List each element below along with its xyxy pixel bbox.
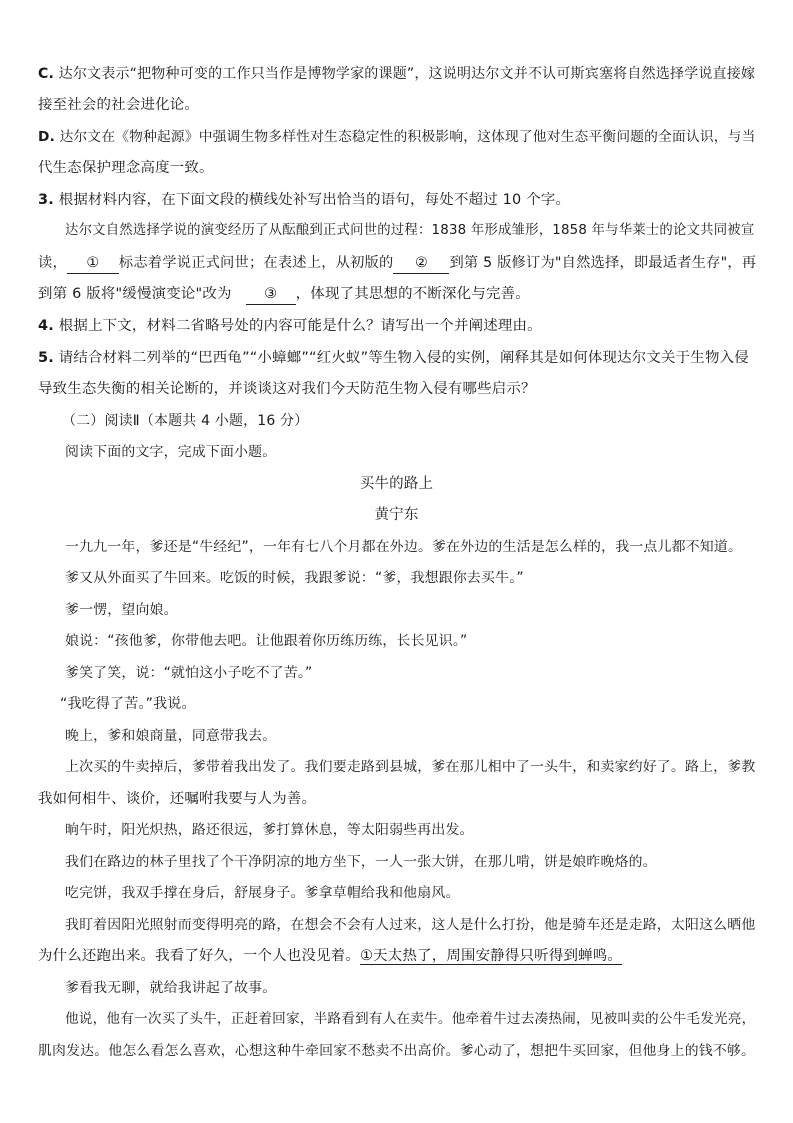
option-c-line2: 接至社会的社会进化论。	[38, 97, 200, 113]
option-c-label: C.	[38, 66, 54, 82]
article-paragraph: 我如何相牛、谈价，还嘱咐我要与人为善。	[38, 791, 317, 807]
option-d-label: D.	[38, 129, 55, 145]
question-4-text: 根据上下文，材料二省略号处的内容可能是什么？请写出一个并阐述理由。	[58, 318, 542, 334]
fill-blank-1[interactable]: ①	[67, 253, 119, 274]
section-heading: （二）阅读Ⅱ（本题共 4 小题，16 分）	[62, 413, 309, 429]
article-paragraph: 晚上，爹和娘商量，同意带我去。	[65, 728, 277, 744]
question-3-text: 根据材料内容，在下面文段的横线处补写出恰当的语句，每处不超过 10 个字。	[58, 192, 571, 208]
question-5-line2: 导致生态失衡的相关论断的，并谈谈这对我们今天防范生物入侵有哪些启示？	[38, 381, 536, 397]
option-d-line2: 代生态保护理念高度一致。	[38, 160, 214, 176]
q3-text-b: 标志着学说正式问世；在表述上，从初版的	[118, 255, 394, 271]
article-paragraph: 晌午时，阳光炽热，路还很远，爹打算休息，等太阳弱些再出发。	[65, 822, 474, 838]
section-instruction: 阅读下面的文字，完成下面小题。	[65, 444, 277, 460]
article-paragraph: 娘说：“孩他爹，你带他去吧。让他跟着你历练历练，长长见识。”	[65, 633, 468, 649]
article-text: 为什么还跑出来。我看了好久，一个人也没见着。	[38, 948, 361, 964]
article-paragraph: 我们在路边的林子里找了个干净阴凉的地方坐下，一人一张大饼，在那儿啃，饼是娘昨晚烙的。	[65, 854, 657, 870]
q3-text-d: 到第 6 版将"缓慢演变论"改为	[38, 286, 232, 302]
article-paragraph: 他说，他有一次买了头牛，正赶着回家，半路看到有人在卖牛。他牵着牛过去凑热闹，见被叫卖的公牛毛发光亮，	[65, 1011, 756, 1027]
question-5-text: 请结合材料二列举的“巴西龟”“小蟑螂”“红火蚁”等生物入侵的实例，阐释其是如何体现达尔文关于生物入侵	[58, 350, 749, 366]
question-4	[38, 316, 758, 336]
option-c-text: 达尔文表示“把物种可变的工作只当作是博物学家的课题”，这说明达尔文并不认可斯宾塞将自然选择学说直接嫁	[58, 66, 756, 82]
article-author: 黄宁东	[374, 507, 419, 523]
q3-text-a: 读，	[38, 255, 67, 271]
fill-blank-2[interactable]: ②	[393, 253, 449, 274]
option-d-line1	[38, 127, 758, 147]
question-3-passage-line1: 达尔文自然选择学说的演变经历了从酝酿到正式问世的过程：1838 年形成雏形，1858 年与华莱士的论文共同被宣	[65, 223, 755, 238]
article-paragraph: 一九九一年，爹还是“牛经纪”，一年有七八个月都在外边。爹在外边的生活是怎么样的，我一点儿都不知道。	[65, 539, 743, 555]
article-paragraph: “我吃得了苦。”我说。	[60, 696, 196, 712]
article-paragraph: 上次买的牛卖掉后，爹带着我出发了。我们要走路到县城，爹在那儿相中了一头牛，和卖家约好了。路上，爹教	[65, 759, 756, 775]
question-3-passage-line3	[38, 284, 758, 305]
article-paragraph: 爹又从外面买了牛回来。吃饭的时候，我跟爹说：“爹，我想跟你去买牛。”	[65, 570, 524, 586]
article-paragraph: 吃完饼，我双手撑在身后，舒展身子。爹拿草帽给我和他扇风。	[65, 885, 460, 901]
q3-text-c: 到第 5 版修订为"自然选择，即最适者生存"，再	[449, 255, 757, 271]
article-paragraph: 爹看我无聊，就给我讲起了故事。	[65, 980, 277, 996]
question-5-label: 5.	[38, 350, 54, 366]
article-title: 买牛的路上	[359, 476, 434, 492]
option-d-text: 达尔文在《物种起源》中强调生物多样性对生态稳定性的积极影响，这体现了他对生态平衡问题的全面认识，与当	[59, 129, 756, 145]
question-3-passage-line2	[38, 253, 758, 274]
fill-blank-3[interactable]: ③	[246, 284, 296, 305]
q3-text-e: ，体现了其思想的不断深化与完善。	[295, 286, 530, 302]
article-paragraph: 我盯着因阳光照射而变得明亮的路，在想会不会有人过来，这人是什么打扮，他是骑车还是走路，太阳这么晒他	[65, 917, 756, 933]
article-paragraph	[38, 946, 758, 966]
option-c-line1	[38, 64, 758, 84]
underlined-sentence-1: ①天太热了，周围安静得只听得到蝉鸣。	[360, 948, 623, 964]
article-paragraph: 肌肉发达。他怎么看怎么喜欢，心想这种牛牵回家不愁卖不出高价。爹心动了，想把牛买回家，但他身上的钱不够。	[38, 1043, 756, 1059]
question-3-prompt	[38, 190, 758, 210]
question-4-label: 4.	[38, 318, 54, 334]
question-5-line1	[38, 348, 758, 368]
article-paragraph: 爹笑了笑，说：“就怕这小子吃不了苦。”	[65, 665, 313, 681]
question-3-label: 3.	[38, 192, 54, 208]
article-paragraph: 爹一愣，望向娘。	[65, 602, 178, 618]
